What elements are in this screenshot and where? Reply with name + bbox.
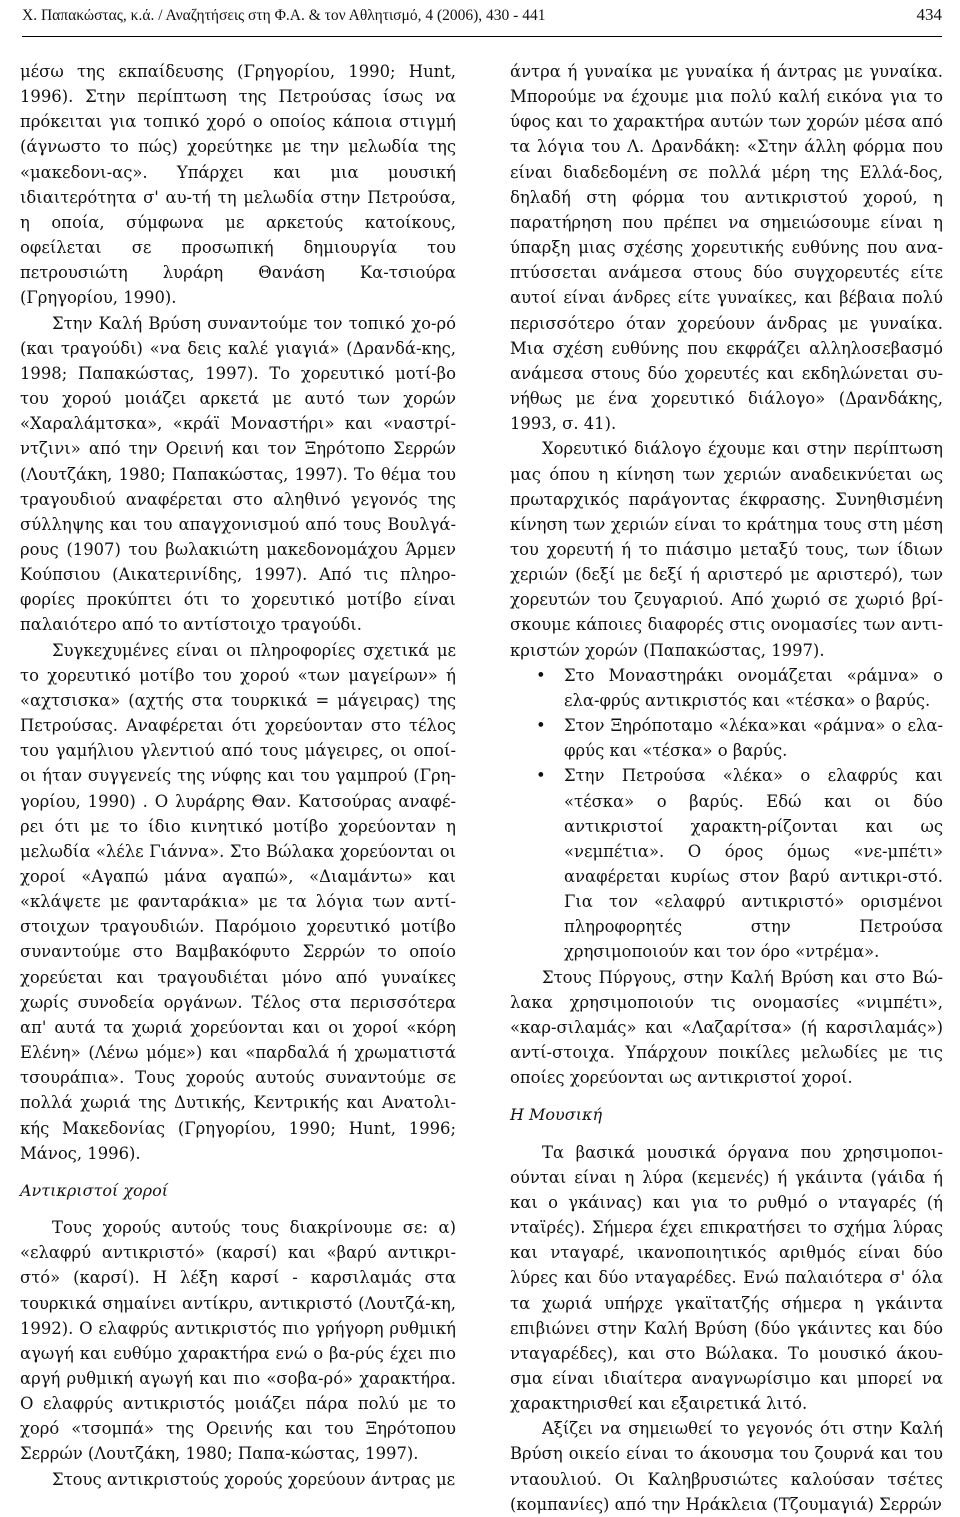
bullet-icon: •: [536, 766, 546, 786]
right-paragraph-2: Χορευτικό διάλογο έχουμε και στην περίπτωση μας όπου η κίνηση των χεριών αναδεικνύεται ως πρωταρχικός παράγοντας έκφρασης. Συνηθισμένη κίνηση των χεριών είναι το κράτημα τους στη μέση του χορευτή ή το πιάσιμο μεταξύ τους, των ίδιων χεριών (δεξί με δεξί ή αριστερό με αριστερό), των χορευτών του ζευγαριού. Από χωριό σε χωριό βρί-σκουμε κάποιες διαφορές στις ονομασίες των αντι-κριστών χορών (Παπακώστας, 1997).: [510, 439, 943, 660]
running-header: [22, 0, 942, 37]
bullet-list: [510, 663, 943, 965]
left-paragraph-1: μέσω της εκπαίδευσης (Γρηγορίου, 1990; Hunt, 1996). Στην περίπτωση της Πετρούσας ίσως να πρόκειται για τοπικό χορό ο οποίος κάποια στιγμή (άγνωστο το πώς) χορεύτηκε με την μελωδία της «μακεδονι-ας». Υπάρχει και μια μουσική ιδιαιτερότητα σ' αυ-τή τη μελωδία στην Πετρούσα, η οποία, σύμφωνα με αρκετούς κατοίκους, οφείλεται σε προσωπική δημιουργία του πετρουσιώτη λυράρη Θανάση Κα-τσιούρα (Γρηγορίου, 1990).: [20, 62, 456, 308]
section-heading-antikristoi: Αντικριστοί χοροί: [20, 1180, 168, 1200]
section-heading-mousiki: Η Μουσική: [510, 1105, 603, 1125]
running-title: Χ. Παπακώστας, κ.ά. / Αναζητήσεις στη Φ.Α. & τον Αθλητισμό, 4 (2006), 430 - 441: [22, 7, 546, 24]
left-column: [20, 59, 456, 1492]
list-item: [536, 713, 943, 763]
left-paragraph-4: Τους χορούς αυτούς τους διακρίνουμε σε: α) «ελαφρύ αντικριστό» (καρσί) και «βαρύ αντικρι-στό» (καρσί). Η λέξη καρσί - καρσιλαμάς στα τουρκικά σημαίνει αντίκρυ, αντικριστό (Λουτζά-κη, 1992). Ο ελαφρύς αντικριστός πιο γρήγορη ρυθμική αγωγή και ευθύμο χαρακτήρα ενώ ο βα-ρύς έχει πιο αργή ρυθμική αγωγή και πιο «σοβα-ρό» χαρακτήρα. Ο ελαφρύς αντικριστός μοιάζει πάρα πολύ με το χορό «τσομπά» της Ορεινής και του Ξηρότοπου Σερρών (Λουτζάκη, 1980; Παπα-κώστας, 1997).: [20, 1218, 456, 1464]
list-item-text: Στον Ξηρόποταμο «λέκα»και «ράμνα» ο ελα-φρύς και «τέσκα» ο βαρύς.: [564, 716, 943, 761]
bullet-icon: •: [536, 716, 546, 736]
left-paragraph-3: Συγκεχυμένες είναι οι πληροφορίες σχετικά με το χορευτικό μοτίβο του χορού «των μαγείρων» ή «αχτσισκα» (αχτής στα τουρκικά = μάγειρας) της Πετρούσας. Αναφέρεται ότι χορεύονταν στο τέλος του γαμήλιου γλεντιού από τους μάγειρες, οι οποί-οι ήταν συγγενείς της νύφης και του γαμπρού (Γρη-γορίου, 1990) . Ο λυράρης Θαν. Κατσούρας αναφέ-ρει ότι με το ίδιο κινητικό μοτίβο χορεύονταν η μελωδία «λέλε Γιάννα». Στο Βώλακα χορεύονται οι χοροί «Αγαπώ μάνα αγαπώ», «Διαμάντω» και «κλάψετε με φανταράκια» με τα λόγια των αντί-στοιχων τραγουδιών. Παρόμοιο χορευτικό μοτίβο συναντούμε στο Βαμβακόφυτο Σερρών το οποίο χορεύεται και τραγουδιέται μόνο από γυναίκες χωρίς συνοδεία οργάνων. Τέλος στα περισσότερα απ' αυτά τα χωριά χορεύονται και οι χοροί «κόρη Ελένη» (Λένω μόμε») και «παρδαλά ή χρωματιστά τσουράπια». Τους χορούς αυτούς συναντούμε σε πολλά χωριά της Δυτικής, Κεντρικής και Ανατολι-κής Μακεδονίας (Γρηγορίου, 1990; Hunt, 1996; Μάνος, 1996).: [20, 640, 456, 1163]
page-number: 434: [916, 5, 942, 24]
left-paragraph-2: Στην Καλή Βρύση συναντούμε τον τοπικό χο-ρό (και τραγούδι) «να δεις καλέ γιαγιά» (Δρανδά-κης, 1998; Παπακώστας, 1997). Το χορευτικό μοτί-βο του χορού μοιάζει αρκετά με αυτό των χορών «Χαραλάμτσκα», «κράϊ Μοναστήρι» και «ναστρί-ντζινι» από την Ορεινή και τον Ξηρότοπο Σερρών (Λουτζάκη, 1980; Παπακώστας, 1997). Το θέμα του τραγουδιού αναφέρεται στο αληθινό γεγονός της σύλληψης και του απαγχονισμού από τους Βουλγά-ρους (1907) του βωλακιώτη μακεδονομάχου Άρμεν Κούπσιου (Αικατερινίδης, 1997). Από τις πληρο-φορίες προκύπτει ότι το χορευτικό μοτίβο είναι παλαιότερο από το αντίστοιχο τραγούδι.: [20, 313, 456, 635]
list-item: [536, 663, 943, 713]
left-paragraph-5: Στους αντικριστούς χορούς χορεύουν άντρας με: [52, 1469, 456, 1489]
bullet-icon: •: [536, 665, 546, 685]
list-item: [536, 763, 943, 964]
right-paragraph-5: Αξίζει να σημειωθεί το γεγονός ότι στην Καλή Βρύση οικείο είναι το άκουσμα του ζουρνά και του νταουλιού. Οι Καληβρυσιώτες καλούσαν τσέτες (κομπανίες) από την Ηράκλεια (Τζουμαγιά) Σερρών: [510, 1419, 943, 1514]
right-column: [510, 59, 943, 1517]
list-item-text: Στο Μοναστηράκι ονομάζεται «ράμνα» ο ελα-φρύς αντικριστός και «τέσκα» ο βαρύς.: [564, 665, 943, 710]
right-paragraph-1: άντρα ή γυναίκα με γυναίκα ή άντρας με γυναίκα. Μπορούμε να έχουμε μια πολύ καλή εικόνα για το ύφος και το χαρακτήρα αυτών των χορών μέσα από τα λόγια του Λ. Δρανδάκη: «Στην άλλη φόρμα που είναι διαδεδομένη σε πολλά μέρη της Ελλά-δος, δηλαδή στη φόρμα του αντικριστού χορού, η παρατήρηση που πρέπει να σημειώσουμε είναι η ύπαρξη μιας σχέσης χορευτικής ευθύνης που ανα-πτύσσεται ανάμεσα στους δύο συγχορευτές είτε αυτοί είναι άνδρες είτε γυναίκες, και βέβαια πολύ περισσότερο όταν χορεύουν άνδρας με γυναίκα. Μια σχέση ευθύνης που εκφράζει αλληλοσεβασμό ανάμεσα στους δύο χορευτές και εκδηλώνεται συ-νήθως με ένα χορευτικό διάλογο» (Δρανδάκης, 1993, σ. 41).: [510, 62, 943, 434]
list-item-text: Στην Πετρούσα «λέκα» ο ελαφρύς και «τέσκα» ο βαρύς. Εδώ και οι δύο αντικριστοί χαρακτη-ρίζονται και ως «νεμπέτια». Ο όρος όμως «νε-μπέτι» αναφέρεται κυρίως στον βαρύ αντικρι-στό. Για τον «ελαφρύ αντικριστό» ορισμένοι πληροφορητές στην Πετρούσα χρησιμοποιούν και τον όρο «ντρέμα».: [564, 766, 943, 962]
right-paragraph-4: Τα βασικά μουσικά όργανα που χρησιμοποι-ούνται είναι η λύρα (κεμενές) ή γκάιντα (γάιδα ή και ο γκάινας) και για το ρυθμό ο νταγαρές (ή νταϊρές). Σήμερα έχει επικρατήσει το σχήμα λύρας και νταγαρέ, ικανοποιητικός αριθμός είναι δύο λύρες και δύο νταγαρέδες. Ενώ παλαιότερα σ' όλα τα χωριά υπήρχε γκαϊτατζής σήμερα η γκάιντα επιβιώνει στην Καλή Βρύση (δύο γκάιντες και δύο νταγαρέδες), και στο Βώλακα. Το μουσικό άκου-σμα είναι ιδιαίτερα αναγνωρίσιμο και μπορεί να χαρακτηρισθεί και εξαιρετικά λιτό.: [510, 1142, 943, 1414]
right-paragraph-3: Στους Πύργους, στην Καλή Βρύση και στο Βώ-λακα χρησιμοποιούν τις ονομασίες «νιμπέτι», «καρ-σιλαμάς» και «Λαζαρίτσα» (ή καρσιλαμάς») αντί-στοιχα. Υπάρχουν ποικίλες μελωδίες με τις οποίες χορεύονται ως αντικριστοί χοροί.: [510, 967, 943, 1088]
